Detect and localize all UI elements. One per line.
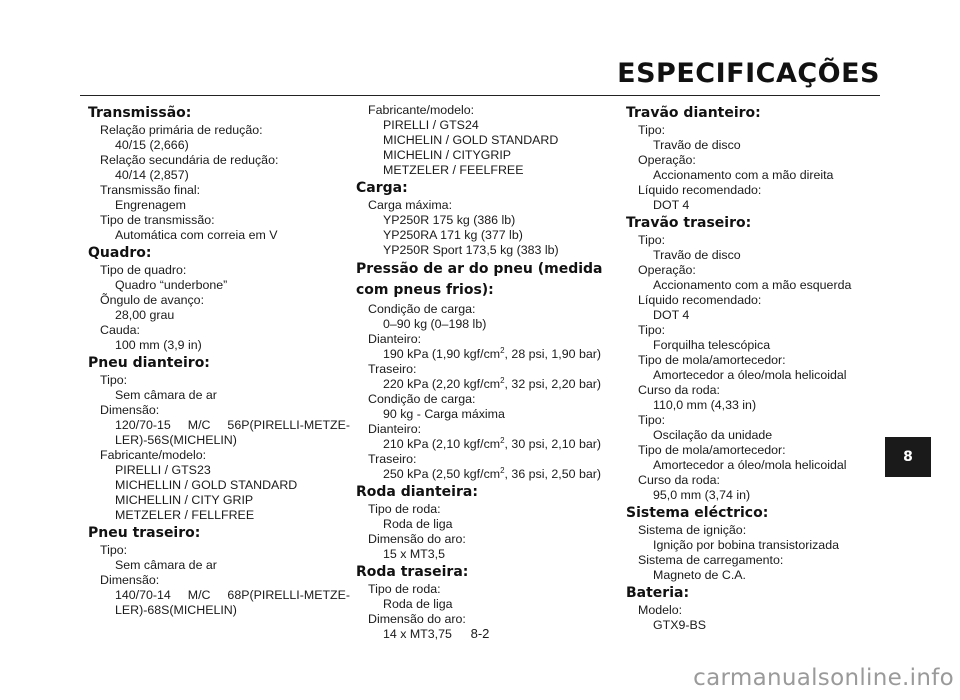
spec-value: Sem câmara de ar xyxy=(115,558,217,572)
spec-label: Tipo: xyxy=(100,543,128,557)
spec-label: Dimensão: xyxy=(100,573,160,587)
spec-label: Sistema de carregamento: xyxy=(638,553,784,567)
section-heading: Bateria: xyxy=(626,585,690,601)
spec-value: Travão de disco xyxy=(653,248,741,262)
spec-label: Tipo de transmissão: xyxy=(100,213,215,227)
spec-value xyxy=(356,467,610,482)
spec-value-part: , 28 psi, 1,90 bar) xyxy=(504,347,601,361)
spec-value: METZELER / FEELFREE xyxy=(383,163,524,177)
spec-value: 140/70-14 M/C 68P(PIRELLI-METZE- xyxy=(115,588,350,602)
spec-value: DOT 4 xyxy=(653,308,690,322)
spec-value-part: 250 kPa (2,50 kgf/cm xyxy=(383,467,501,481)
spec-value: GTX9-BS xyxy=(653,618,707,632)
spec-value: Amortecedor a óleo/mola helicoidal xyxy=(653,368,847,382)
spec-value: 95,0 mm (3,74 in) xyxy=(653,488,751,502)
spec-value: MICHELIN / CITYGRIP xyxy=(383,148,512,162)
spec-value: Oscilação da unidade xyxy=(653,428,773,442)
spec-label: Curso da roda: xyxy=(638,383,720,397)
spec-value: Accionamento com a mão direita xyxy=(653,168,834,182)
superscript: 2 xyxy=(500,346,505,355)
chapter-tab xyxy=(885,437,931,477)
spec-value: MICHELLIN / CITY GRIP xyxy=(115,493,254,507)
chapter-tab-number: 8 xyxy=(903,449,913,465)
spec-value: LER)-56S(MICHELIN) xyxy=(115,433,237,447)
section-heading: Pneu dianteiro: xyxy=(88,355,210,371)
spec-value-part: 210 kPa (2,10 kgf/cm xyxy=(383,437,501,451)
spec-label: Sistema de ignição: xyxy=(638,523,747,537)
spec-value-part: , 30 psi, 2,10 bar) xyxy=(504,437,601,451)
spec-value: 28,00 grau xyxy=(115,308,175,322)
spec-label: Modelo: xyxy=(638,603,683,617)
spec-label: Tipo de quadro: xyxy=(100,263,187,277)
spec-label: Tipo de mola/amortecedor: xyxy=(638,353,786,367)
spec-label: Tipo: xyxy=(638,123,666,137)
spec-value: 15 x MT3,5 xyxy=(383,547,445,561)
spec-label: Cauda: xyxy=(100,323,140,337)
spec-label: Relação secundária de redução: xyxy=(100,153,279,167)
spec-value: MICHELIN / GOLD STANDARD xyxy=(383,133,559,147)
spec-label: Líquido recomendado: xyxy=(638,183,762,197)
spec-label: Relação primária de redução: xyxy=(100,123,263,137)
spec-label: Operação: xyxy=(638,263,696,277)
spec-label: Dianteiro: xyxy=(368,332,422,346)
section-heading: Roda dianteira: xyxy=(356,484,478,500)
spec-value: 40/14 (2,857) xyxy=(115,168,189,182)
spec-value: 100 mm (3,9 in) xyxy=(115,338,202,352)
spec-value: 0–90 kg (0–198 lb) xyxy=(383,317,487,331)
spec-value: YP250R 175 kg (386 lb) xyxy=(383,213,516,227)
spec-value: MICHELLIN / GOLD STANDARD xyxy=(115,478,298,492)
section-heading: Sistema eléctrico: xyxy=(626,505,769,521)
spec-label: Tipo: xyxy=(638,323,666,337)
spec-label: Tipo de roda: xyxy=(368,582,441,596)
spec-value: Forquilha telescópica xyxy=(653,338,771,352)
spec-value: 110,0 mm (4,33 in) xyxy=(653,398,757,412)
spec-value xyxy=(356,347,610,362)
spec-value xyxy=(356,437,610,452)
spec-value: Quadro “underbone” xyxy=(115,278,228,292)
spec-label: Transmissão final: xyxy=(100,183,201,197)
spec-value: LER)-68S(MICHELIN) xyxy=(115,603,237,617)
section-heading: Carga: xyxy=(356,180,408,196)
spec-value: PIRELLI / GTS23 xyxy=(115,463,211,477)
spec-label: Condição de carga: xyxy=(368,392,476,406)
page-title: ESPECIFICAÇÕES xyxy=(617,58,880,89)
spec-value: Magneto de C.A. xyxy=(653,568,746,582)
spec-value: 120/70-15 M/C 56P(PIRELLI-METZE- xyxy=(115,418,350,432)
spec-value: YP250RA 171 kg (377 lb) xyxy=(383,228,523,242)
spec-value: Automática com correia em V xyxy=(115,228,278,242)
superscript: 2 xyxy=(500,466,505,475)
spec-label: Tipo: xyxy=(638,233,666,247)
spec-value-part: , 36 psi, 2,50 bar) xyxy=(504,467,601,481)
spec-value: YP250R Sport 173,5 kg (383 lb) xyxy=(383,243,559,257)
spec-label: Traseiro: xyxy=(368,452,417,466)
spec-value-part: 220 kPa (2,20 kgf/cm xyxy=(383,377,501,391)
spec-value-part: 190 kPa (1,90 kgf/cm xyxy=(383,347,501,361)
spec-value: PIRELLI / GTS24 xyxy=(383,118,479,132)
spec-column-3 xyxy=(626,103,888,633)
spec-value: METZELER / FELLFREE xyxy=(115,508,255,522)
spec-label: Dianteiro: xyxy=(368,422,422,436)
spec-value: Ignição por bobina transistorizada xyxy=(653,538,839,552)
spec-value: Sem câmara de ar xyxy=(115,388,217,402)
spec-value-part: , 32 psi, 2,20 bar) xyxy=(504,377,601,391)
spec-value: DOT 4 xyxy=(653,198,690,212)
section-heading: Transmissão: xyxy=(88,105,192,121)
spec-label: Tipo de mola/amortecedor: xyxy=(638,443,786,457)
spec-label: Tipo: xyxy=(638,413,666,427)
spec-value: Accionamento com a mão esquerda xyxy=(653,278,852,292)
spec-label: Carga máxima: xyxy=(368,198,453,212)
spec-label: Dimensão do aro: xyxy=(368,532,466,546)
watermark-logo: carmanualsonline.info xyxy=(693,665,954,691)
section-heading: Quadro: xyxy=(88,245,152,261)
spec-label: Dimensão: xyxy=(100,403,160,417)
spec-value: 90 kg - Carga máxima xyxy=(383,407,505,421)
spec-label: Traseiro: xyxy=(368,362,417,376)
superscript: 2 xyxy=(500,376,505,385)
spec-label: Dimensão do aro: xyxy=(368,612,466,626)
spec-value: Travão de disco xyxy=(653,138,741,152)
spec-label: Fabricante/modelo: xyxy=(368,103,475,117)
spec-label: Líquido recomendado: xyxy=(638,293,762,307)
spec-column-2 xyxy=(356,103,610,642)
spec-value xyxy=(356,377,610,392)
page-number: 8-2 xyxy=(470,626,490,641)
section-heading: Travão traseiro: xyxy=(626,215,752,231)
section-heading: Pressão de ar do pneu (medida com pneus frios): xyxy=(356,261,603,298)
spec-label: Curso da roda: xyxy=(638,473,720,487)
spec-column-1 xyxy=(88,103,350,618)
spec-value: Amortecedor a óleo/mola helicoidal xyxy=(653,458,847,472)
section-heading: Roda traseira: xyxy=(356,564,469,580)
section-heading: Pneu traseiro: xyxy=(88,525,201,541)
spec-value: Roda de liga xyxy=(383,597,453,611)
superscript: 2 xyxy=(500,436,505,445)
section-heading: Travão dianteiro: xyxy=(626,105,761,121)
title-divider xyxy=(80,95,880,96)
spec-value: Engrenagem xyxy=(115,198,186,212)
spec-value: 40/15 (2,666) xyxy=(115,138,189,152)
spec-label: Tipo: xyxy=(100,373,128,387)
spec-label: Tipo de roda: xyxy=(368,502,441,516)
spec-value: 14 x MT3,75 xyxy=(383,627,452,641)
spec-label: Õngulo de avanço: xyxy=(100,293,205,307)
spec-label: Fabricante/modelo: xyxy=(100,448,207,462)
spec-label: Condição de carga: xyxy=(368,302,476,316)
spec-value: Roda de liga xyxy=(383,517,453,531)
spec-label: Operação: xyxy=(638,153,696,167)
